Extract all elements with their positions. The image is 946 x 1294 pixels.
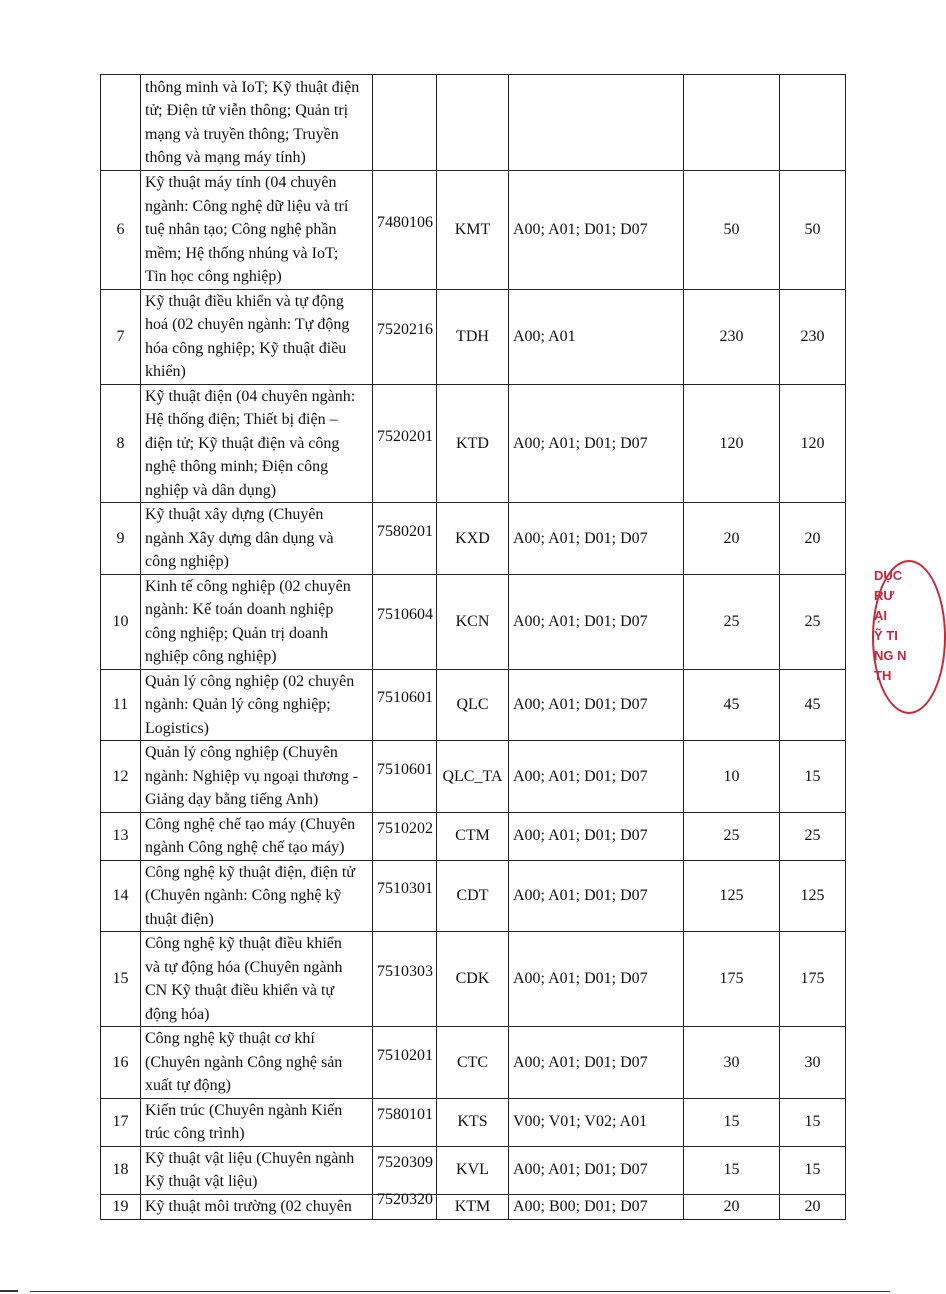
subject-combinations-cell: A00; B00; D01; D07	[509, 1194, 684, 1219]
program-name-line: Kỹ thuật xây dựng (Chuyên	[145, 506, 324, 523]
quota-cell-2: 15	[780, 1098, 846, 1146]
quota-cell-2	[780, 75, 846, 171]
quota-cell-2: 120	[780, 384, 846, 503]
row-number-cell	[101, 75, 141, 171]
program-name-line: động hóa)	[145, 1005, 210, 1023]
quota-cell-2: 175	[780, 932, 846, 1027]
subject-combinations-cell: A00; A01; D01; D07	[509, 1146, 684, 1194]
quota-cell-2: 15	[780, 741, 846, 813]
program-abbr-cell: QLC_TA	[437, 741, 509, 813]
row-number-cell: 11	[101, 669, 141, 741]
program-name-line: nghệ thông minh; Điện công	[145, 458, 329, 475]
program-code-cell	[373, 1098, 437, 1146]
program-name-cell	[141, 75, 373, 171]
program-name-line: Kỹ thuật vật liệu)	[145, 1173, 258, 1190]
row-number-cell: 15	[101, 932, 141, 1027]
program-name-line: ngành: Công nghệ dữ liệu và trí	[145, 197, 349, 215]
program-name-line: xuất tự động)	[145, 1077, 231, 1094]
program-name-line: Tin học công nghiệp)	[145, 268, 282, 285]
program-name-line: mạng và truyền thông; Truyền	[145, 125, 339, 143]
program-name-cell	[141, 384, 373, 503]
quota-cell-1: 125	[684, 860, 780, 932]
program-code-cell	[373, 1190, 437, 1219]
program-abbr-cell: KTD	[437, 384, 509, 503]
footer-mark	[0, 1290, 18, 1292]
row-number-cell: 14	[101, 860, 141, 932]
program-name-line: CN Kỹ thuật điều khiển và tự	[145, 982, 335, 999]
quota-cell-2: 25	[780, 574, 846, 669]
seal-text-line: ẠI	[874, 608, 887, 623]
program-name-line: Công nghệ chế tạo máy (Chuyên	[145, 815, 356, 833]
quota-cell-1: 45	[684, 669, 780, 741]
program-name-cell	[141, 860, 373, 932]
quota-cell-2: 50	[780, 171, 846, 290]
subject-combinations-cell: A00; A01; D01; D07	[509, 384, 684, 503]
program-name-cell	[141, 289, 373, 384]
table-row	[101, 289, 846, 384]
row-number-cell: 9	[101, 503, 141, 575]
subject-combinations-cell: A00; A01; D01; D07	[509, 741, 684, 813]
subject-combinations-cell: A00; A01; D01; D07	[509, 669, 684, 741]
program-code: 7510601	[377, 689, 433, 706]
program-name-line: hoá (02 chuyên ngành: Tự động	[145, 316, 350, 333]
program-name-line: (Chuyên ngành Công nghệ sản	[145, 1053, 343, 1071]
subject-combinations-cell: A00; A01; D01; D07	[509, 574, 684, 669]
row-number-cell: 18	[101, 1146, 141, 1194]
subject-combinations-cell: A00; A01; D01; D07	[509, 812, 684, 860]
row-number-cell: 13	[101, 812, 141, 860]
program-name-line: Giảng dạy bằng tiếng Anh)	[145, 791, 319, 808]
quota-cell-2: 20	[780, 1194, 846, 1219]
row-number-cell: 6	[101, 171, 141, 290]
program-name-cell	[141, 1027, 373, 1099]
program-name-line: ngành Xây dựng dân dụng và	[145, 529, 334, 547]
quota-cell-1: 230	[684, 289, 780, 384]
program-name-line: công nghiệp)	[145, 553, 229, 570]
program-abbr-cell: KMT	[437, 171, 509, 290]
program-name-cell	[141, 932, 373, 1027]
table-row	[101, 669, 846, 741]
program-code-cell	[373, 289, 437, 384]
program-name-line: khiển)	[145, 363, 186, 380]
subject-combinations-cell	[509, 75, 684, 171]
program-code: 7580101	[377, 1106, 433, 1124]
subject-combinations-cell: V00; V01; V02; A01	[509, 1098, 684, 1146]
row-number-cell: 8	[101, 384, 141, 503]
program-name-line: Công nghệ kỹ thuật điều khiển	[145, 935, 342, 952]
quota-cell-1: 30	[684, 1027, 780, 1099]
quota-cell-1: 15	[684, 1146, 780, 1194]
table-row	[101, 932, 846, 1027]
program-name-line: ngành: Nghiệp vụ ngoại thương -	[145, 767, 359, 785]
program-name-cell	[141, 1146, 373, 1194]
program-name-line: Kinh tế công nghiệp (02 chuyên	[145, 577, 351, 595]
program-name-cell	[141, 741, 373, 813]
seal-text-line: RƯ	[874, 588, 895, 603]
table-row	[101, 384, 846, 503]
program-abbr-cell: KTM	[437, 1194, 509, 1219]
subject-combinations-cell: A00; A01; D01; D07	[509, 171, 684, 290]
program-code: 7580201	[377, 522, 433, 540]
table-row	[101, 171, 846, 290]
subject-combinations-cell: A00; A01; D01; D07	[509, 860, 684, 932]
program-code: 7510201	[377, 1046, 433, 1064]
quota-cell-1: 25	[684, 812, 780, 860]
row-number-cell: 7	[101, 289, 141, 384]
program-code: 7510604	[377, 605, 433, 623]
program-code-cell	[373, 741, 437, 813]
subject-combinations-cell: A00; A01; D01; D07	[509, 932, 684, 1027]
program-name-line: Hệ thống điện; Thiết bị điện –	[145, 411, 338, 428]
program-name-line: thông minh và IoT; Kỹ thuật điện	[145, 78, 360, 96]
program-name-line: thuật điện)	[145, 910, 214, 928]
quota-cell-1: 15	[684, 1098, 780, 1146]
admission-quota-table	[100, 74, 846, 1220]
program-name-cell	[141, 171, 373, 290]
seal-text-line: TH	[874, 668, 892, 683]
seal-text-line: NG N	[874, 648, 907, 663]
quota-cell-1: 10	[684, 741, 780, 813]
table-row	[101, 860, 846, 932]
table-row	[101, 741, 846, 813]
program-name-line: thông và mạng máy tính)	[145, 149, 306, 166]
quota-cell-1: 120	[684, 384, 780, 503]
table-row	[101, 503, 846, 575]
row-number-cell: 17	[101, 1098, 141, 1146]
program-name-line: ngành: Quản lý công nghiệp;	[145, 696, 331, 713]
program-name-line: Kỹ thuật vật liệu (Chuyên ngành	[145, 1149, 355, 1167]
table-row	[101, 1098, 846, 1146]
footer-rule	[30, 1291, 890, 1292]
program-code-cell	[373, 574, 437, 669]
table-row	[101, 1194, 846, 1219]
subject-combinations-cell: A00; A01	[509, 289, 684, 384]
table-row	[101, 1146, 846, 1194]
program-code-cell	[373, 860, 437, 932]
program-name-line: mềm; Hệ thống nhúng và IoT;	[145, 244, 339, 262]
program-name-line: nghiệp công nghiệp)	[145, 648, 277, 665]
program-code: 7510303	[377, 963, 433, 981]
program-abbr-cell: KTS	[437, 1098, 509, 1146]
program-code-cell	[373, 669, 437, 741]
subject-combinations-cell: A00; A01; D01; D07	[509, 503, 684, 575]
program-abbr-cell: CTM	[437, 812, 509, 860]
table-row	[101, 75, 846, 171]
program-code-cell	[373, 75, 437, 171]
program-name-cell	[141, 1098, 373, 1146]
quota-cell-2: 20	[780, 503, 846, 575]
row-number-cell: 12	[101, 741, 141, 813]
program-code-cell	[373, 384, 437, 503]
program-name-line: công nghiệp; Quản trị doanh	[145, 624, 329, 642]
program-abbr-cell: CTC	[437, 1027, 509, 1099]
program-name-line: Kỹ thuật điện (04 chuyên ngành:	[145, 387, 356, 405]
program-code: 7520320	[377, 1190, 433, 1208]
quota-cell-2: 25	[780, 812, 846, 860]
program-code-cell	[373, 171, 437, 290]
row-number-cell: 16	[101, 1027, 141, 1099]
program-code: 7480106	[377, 214, 433, 231]
program-name-line: trúc công trình)	[145, 1125, 245, 1142]
program-name-line: Quản lý công nghiệp (02 chuyên	[145, 672, 355, 690]
table-row	[101, 812, 846, 860]
official-seal-fragment	[868, 560, 908, 720]
quota-cell-1: 175	[684, 932, 780, 1027]
program-abbr-cell: KCN	[437, 574, 509, 669]
program-name-cell	[141, 503, 373, 575]
program-name-cell	[141, 574, 373, 669]
program-name-line: ngành: Kế toán doanh nghiệp	[145, 601, 334, 618]
table-row	[101, 1027, 846, 1099]
program-name-line: Kỹ thuật điều khiển và tự động	[145, 292, 344, 310]
quota-cell-1	[684, 75, 780, 171]
program-name-line: Công nghệ kỹ thuật điện, điện tử	[145, 863, 355, 881]
program-name-line: (Chuyên ngành: Công nghệ kỹ	[145, 887, 342, 904]
program-name-line: Kỹ thuật máy tính (04 chuyên	[145, 174, 337, 191]
seal-text-line: Ỹ TI	[874, 628, 898, 643]
program-abbr-cell: CDT	[437, 860, 509, 932]
program-name-line: ngành Công nghệ chế tạo máy)	[145, 839, 345, 856]
program-code: 7510301	[377, 880, 433, 897]
program-abbr-cell: TDH	[437, 289, 509, 384]
program-name-line: nghiệp và dân dụng)	[145, 481, 277, 499]
table-row	[101, 574, 846, 669]
program-abbr-cell: KXD	[437, 503, 509, 575]
program-name-line: và tự động hóa (Chuyên ngành	[145, 958, 343, 976]
program-code-cell	[373, 1027, 437, 1099]
quota-cell-1: 50	[684, 171, 780, 290]
program-code-cell	[373, 812, 437, 860]
quota-cell-1: 20	[684, 1194, 780, 1219]
subject-combinations-cell: A00; A01; D01; D07	[509, 1027, 684, 1099]
program-abbr-cell: CDK	[437, 932, 509, 1027]
quota-cell-2: 30	[780, 1027, 846, 1099]
program-code: 7520201	[377, 427, 433, 445]
program-name-line: Kỹ thuật môi trường (02 chuyên	[145, 1197, 352, 1215]
quota-cell-2: 45	[780, 669, 846, 741]
program-name-cell	[141, 669, 373, 741]
seal-text	[874, 566, 907, 686]
program-name-line: Logistics)	[145, 719, 209, 737]
program-code: 7510202	[377, 820, 433, 838]
row-number-cell: 10	[101, 574, 141, 669]
quota-cell-2: 125	[780, 860, 846, 932]
program-name-line: tử; Điện tử viễn thông; Quản trị	[145, 102, 349, 119]
quota-cell-1: 25	[684, 574, 780, 669]
program-name-line: Quản lý công nghiệp (Chuyên	[145, 744, 338, 761]
program-name-line: tuệ nhân tạo; Công nghệ phần	[145, 221, 337, 238]
program-abbr-cell: QLC	[437, 669, 509, 741]
table-body	[101, 75, 846, 1220]
seal-text-line: DỤC	[874, 568, 903, 583]
program-name-cell	[141, 1194, 373, 1219]
program-name-line: Kiến trúc (Chuyên ngành Kiến	[145, 1101, 343, 1119]
program-code-cell	[373, 503, 437, 575]
program-name-line: Công nghệ kỹ thuật cơ khí	[145, 1030, 315, 1047]
quota-cell-2: 230	[780, 289, 846, 384]
program-code: 7520216	[377, 320, 433, 338]
program-abbr-cell	[437, 75, 509, 171]
program-code-cell	[373, 932, 437, 1027]
row-number-cell: 19	[101, 1194, 141, 1219]
program-name-line: hóa công nghiệp; Kỹ thuật điều	[145, 339, 347, 357]
program-name-cell	[141, 812, 373, 860]
program-name-line: điện tử; Kỹ thuật điện và công	[145, 434, 340, 452]
program-code: 7520309	[377, 1154, 433, 1172]
quota-cell-2: 15	[780, 1146, 846, 1194]
quota-cell-1: 20	[684, 503, 780, 575]
program-code: 7510601	[377, 760, 433, 778]
program-code-cell	[373, 1146, 437, 1194]
program-abbr-cell: KVL	[437, 1146, 509, 1194]
